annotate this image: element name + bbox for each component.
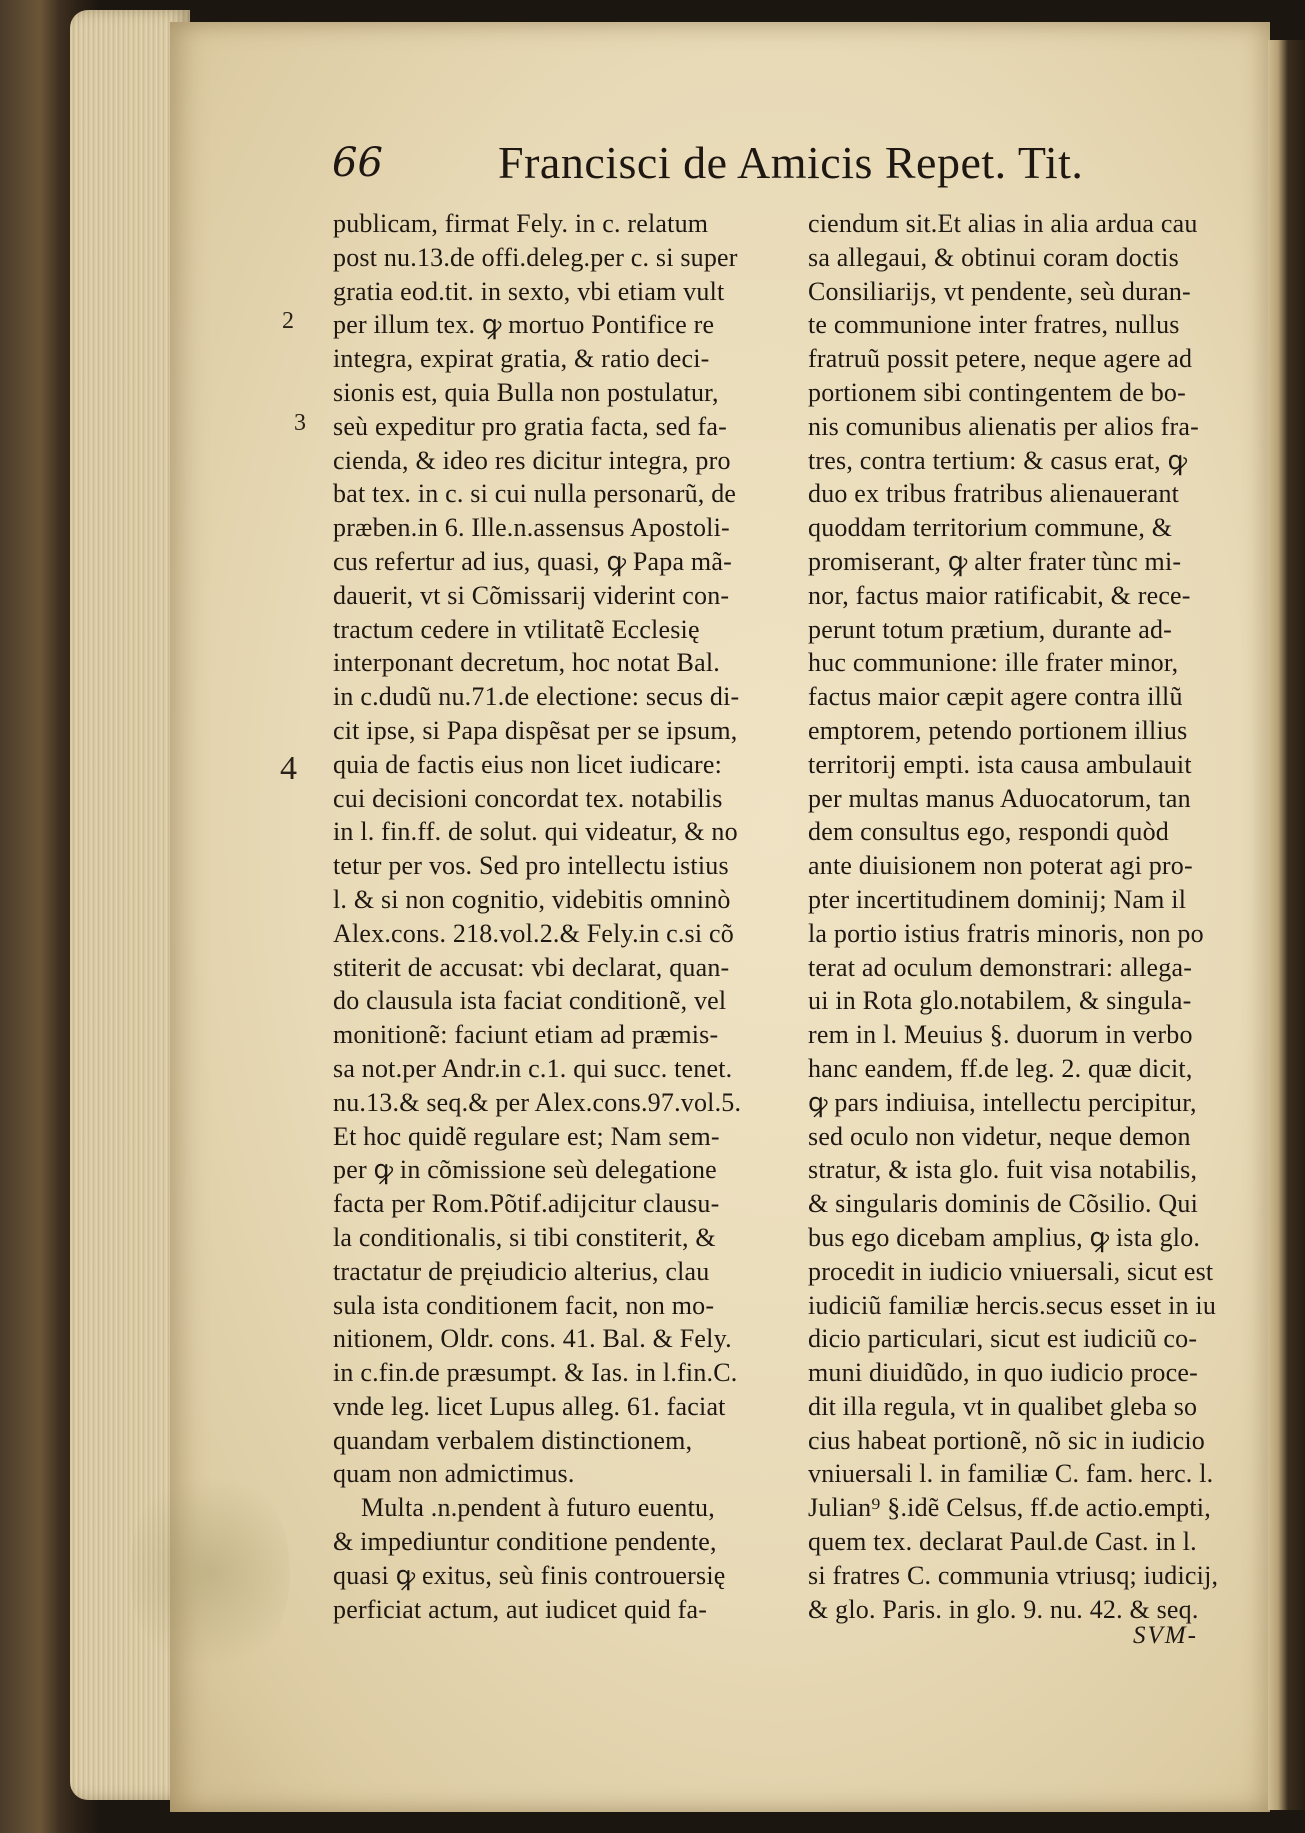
text-line: promiserant, ꝙ alter frater tùnc mi- [808,546,1182,576]
text-line: quem tex. declarat Paul.de Cast. in l. [808,1527,1197,1557]
text-line: stratur, & ista glo. fuit visa notabilis, [808,1155,1198,1185]
text-line: sionis est, quia Bulla non postulatur, [333,377,719,407]
text-line: la portio istius fratris minoris, non po [808,918,1204,948]
catchword: SVM- [1133,1622,1198,1649]
text-line: Julian⁹ §.idẽ Celsus, ff.de actio.empti, [808,1493,1211,1523]
text-line: vnde leg. licet Lupus alleg. 61. faciat [333,1391,726,1421]
text-line: quoddam territorium commune, & [808,513,1173,543]
text-line: portionem sibi contingentem de bo- [808,377,1186,407]
text-line: per multas manus Aduocatorum, tan [808,783,1191,813]
text-line: in l. fin.ff. de solut. qui videatur, & no [333,817,738,847]
text-line: vniuersali l. in familiæ C. fam. herc. l. [808,1459,1214,1489]
text-line: & singularis dominis de Cõsilio. Qui [808,1189,1198,1219]
text-line: fratruũ possit petere, neque agere ad [808,344,1193,374]
text-line: huc communione: ille frater minor, [808,648,1179,678]
text-line: hanc eandem, ff.de leg. 2. quæ dicit, [808,1053,1193,1083]
text-line: dem consultus ego, respondi quòd [808,817,1169,847]
text-line: in c.dudũ nu.71.de electione: secus di- [333,682,740,712]
page-header-title: Francisci de Amicis Repet. Tit. [498,137,1084,188]
text-line: ꝙ pars indiuisa, intellectu percipitur, [808,1087,1197,1117]
text-line: iudiciũ familiæ hercis.secus esset in iu [808,1290,1217,1320]
text-line: dauerit, vt si Cõmissarij viderint con- [333,580,730,610]
text-line: ui in Rota glo.notabilem, & singula- [808,986,1192,1016]
text-line: perunt totum prætium, durante ad- [808,614,1173,644]
text-line: tetur per vos. Sed pro intellectu istius [333,851,729,881]
text-line: factus maior cæpit agere contra illũ [808,682,1183,712]
running-head [332,137,1132,200]
text-line: integra, expirat gratia, & ratio deci- [333,344,710,374]
text-line: cui decisioni concordat tex. notabilis [333,783,723,813]
text-line: emptorem, petendo portionem illius [808,715,1188,745]
text-line: cus refertur ad ius, quasi, ꝙ Papa mã- [333,546,732,576]
text-line: per ꝙ in cõmissione seù delegatione [333,1155,717,1185]
margin-number: 3 [294,410,306,436]
text-line: præben.in 6. Ille.n.assensus Apostoli- [333,513,730,543]
text-line: do clausula ista faciat conditionẽ, vel [333,986,727,1016]
margin-number: 4 [280,750,297,787]
text-line: publicam, firmat Fely. in c. relatum [333,209,709,238]
text-line: sa not.per Andr.in c.1. qui succ. tenet. [333,1053,733,1083]
text-line: Et hoc quidẽ regulare est; Nam sem- [333,1121,720,1151]
text-line: rem in l. Meuius §. duorum in verbo [808,1020,1193,1050]
text-line: facta per Rom.Põtif.adijcitur clausu- [333,1189,720,1219]
text-line: sa allegaui, & obtinui coram doctis [808,242,1179,272]
text-line: tres, contra tertium: & casus erat, ꝙ [808,445,1188,475]
text-line: tractum cedere in vtilitatẽ Ecclesię [333,614,700,644]
text-line: sed oculo non videtur, neque demon [808,1121,1191,1151]
text-line: quasi ꝙ exitus, seù finis controuersię [333,1560,726,1590]
text-line: quam non admictimus. [333,1459,575,1489]
text-line: bus ego dicebam amplius, ꝙ ista glo. [808,1222,1201,1252]
text-line: post nu.13.de offi.deleg.per c. si super [333,242,738,272]
text-line: nor, factus maior ratificabit, & rece- [808,580,1191,610]
text-line: interponant decretum, hoc notat Bal. [333,648,720,678]
text-line: perficiat actum, aut iudicet quid fa- [333,1594,708,1624]
right-text-column [808,207,1248,1626]
water-stain [130,1462,290,1682]
text-line: bat tex. in c. si cui nulla personarũ, de [333,479,737,509]
text-line: seù expeditur pro gratia facta, sed fa- [333,411,728,441]
text-line: Alex.cons. 218.vol.2.& Fely.in c.si cõ [333,918,734,948]
left-text-column [333,207,765,1626]
text-line: nitionem, Oldr. cons. 41. Bal. & Fely. [333,1324,732,1354]
text-line: & glo. Paris. in glo. 9. nu. 42. & seq. [808,1594,1199,1624]
text-line: muni diuidũdo, in quo iudicio proce- [808,1358,1198,1388]
text-line: procedit in iudicio vniuersali, sicut est [808,1256,1214,1286]
text-line: cius habeat portionẽ, nõ sic in iudicio [808,1425,1205,1455]
text-line: & impediuntur conditione pendente, [333,1527,717,1557]
text-line: pter incertitudinem dominij; Nam il [808,884,1187,914]
text-line: Multa .n.pendent à futuro euentu, [361,1493,715,1523]
text-line: stiterit de accusat: vbi declarat, quan- [333,952,730,982]
text-line: sula ista conditionem facit, non mo- [333,1290,715,1320]
text-line: cit ipse, si Papa dispẽsat per se ipsum, [333,715,738,745]
text-line: in c.fin.de præsumpt. & Ias. in l.fin.C. [333,1358,738,1388]
text-line: nis comunibus alienatis per alios fra- [808,411,1199,441]
text-line: duo ex tribus fratribus alienauerant [808,479,1180,509]
text-line: nu.13.& seq.& per Alex.cons.97.vol.5. [333,1087,742,1117]
text-line: la conditionalis, si tibi constiterit, & [333,1222,716,1252]
text-line: si fratres C. communia vtriusq; iudicij, [808,1560,1219,1590]
text-line: te communione inter fratres, nullus [808,310,1180,340]
text-line: ante diuisionem non poterat agi pro- [808,851,1193,881]
page-number: 66 [332,140,383,186]
text-line: cienda, & ideo res dicitur integra, pro [333,445,731,475]
right-binding-edge [1268,40,1305,1810]
text-line: dicio particulari, sicut est iudiciũ co- [808,1324,1198,1354]
margin-number: 2 [282,308,294,334]
text-line: quia de factis eius non licet iudicare: [333,749,722,779]
text-line: Consiliarijs, vt pendente, seù duran- [808,276,1191,306]
text-line: per illum tex. ꝙ mortuo Pontifice re [333,310,715,340]
text-line: territorij empti. ista causa ambulauit [808,749,1192,779]
text-line: gratia eod.tit. in sexto, vbi etiam vult [333,276,725,306]
text-line: monitionẽ: faciunt etiam ad præmis- [333,1020,719,1050]
text-line: tractatur de pręiudicio alterius, clau [333,1256,710,1286]
text-line: l. & si non cognitio, videbitis omninò [333,884,731,914]
text-line: terat ad oculum demonstrari: allega- [808,952,1193,982]
text-line: dit illa regula, vt in qualibet gleba so [808,1391,1198,1421]
text-line: ciendum sit.Et alias in alia ardua cau [808,209,1198,238]
text-line: quandam verbalem distinctionem, [333,1425,693,1455]
